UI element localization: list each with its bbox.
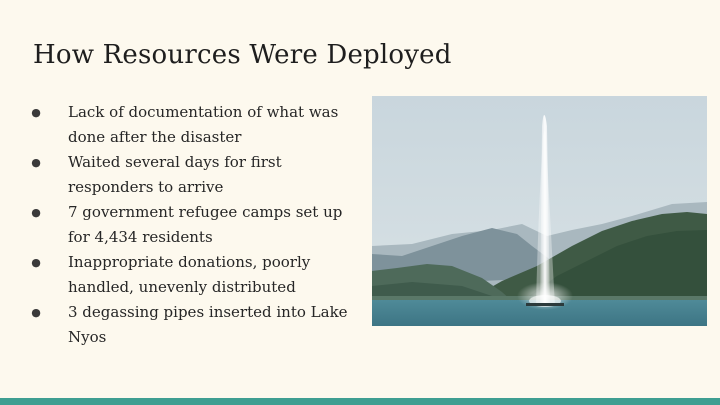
bullet-icon: ● bbox=[31, 256, 41, 269]
accent-bar bbox=[0, 398, 720, 405]
bullet-text: 7 government refugee camps set up for 4,434 residents bbox=[68, 203, 343, 246]
bullet-text: 3 degassing pipes inserted into Lake Nyos bbox=[68, 303, 348, 346]
bullet-text: Waited several days for first responders to arrive bbox=[68, 153, 282, 196]
list-item bbox=[30, 150, 355, 200]
bullet-text: Lack of documentation of what was done after the disaster bbox=[68, 103, 339, 146]
bullet-list bbox=[30, 100, 355, 350]
list-item bbox=[30, 200, 355, 250]
bullet-icon: ● bbox=[31, 206, 41, 219]
fountain-lake-image bbox=[372, 96, 707, 326]
list-item bbox=[30, 300, 355, 350]
list-item bbox=[30, 250, 355, 300]
slide-title: How Resources Were Deployed bbox=[33, 40, 452, 70]
bullet-icon: ● bbox=[31, 306, 41, 319]
bullet-icon: ● bbox=[31, 106, 41, 119]
bullet-icon: ● bbox=[31, 156, 41, 169]
bullet-text: Inappropriate donations, poorly handled, unevenly distributed bbox=[68, 253, 311, 296]
list-item bbox=[30, 100, 355, 150]
